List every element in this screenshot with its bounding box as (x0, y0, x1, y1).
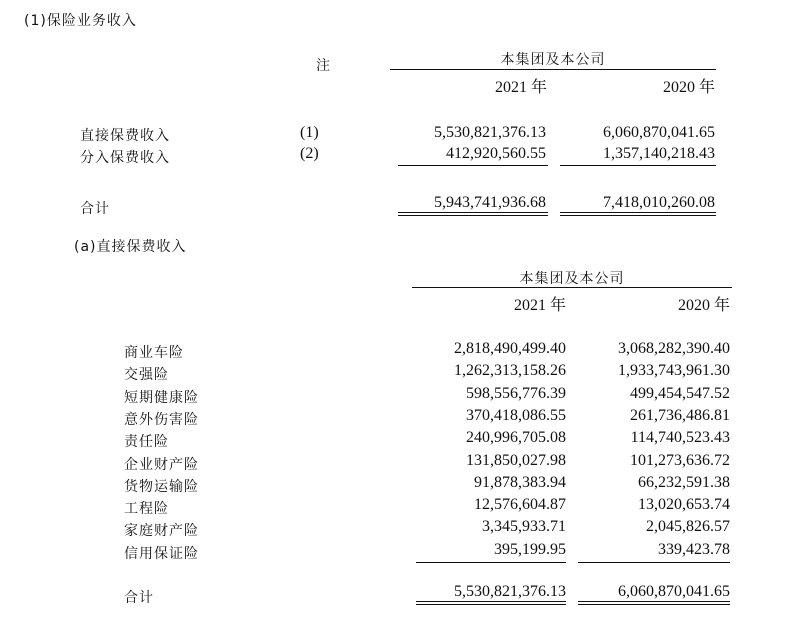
value-2020: 1,357,140,218.43 (603, 145, 715, 162)
value-2021: 370,418,086.55 (466, 407, 566, 424)
year-2021-header: 2021 年 (513, 297, 566, 314)
value-2020: 6,060,870,041.65 (603, 124, 715, 141)
subtotal-rule-2020 (578, 562, 730, 563)
value-2020: 3,068,282,390.40 (618, 340, 730, 357)
value-2020: 66,232,591.38 (638, 474, 730, 491)
value-2020: 1,933,743,961.30 (618, 362, 730, 379)
row-label: 信用保证险 (124, 546, 199, 562)
row-label: 货物运输险 (124, 479, 199, 495)
header-rule (390, 69, 716, 70)
row-label: 企业财产险 (124, 457, 199, 473)
subtotal-rule-2020 (560, 165, 716, 166)
row-note: (2) (300, 145, 319, 162)
row-label: 交强险 (124, 367, 169, 383)
value-2020: 339,423.78 (658, 541, 730, 558)
value-2020: 2,045,826.57 (646, 518, 730, 535)
value-2021: 131,850,027.98 (466, 452, 566, 469)
total-double-rule-2020 (578, 601, 730, 605)
value-2021: 412,920,560.55 (446, 145, 546, 162)
group-company-header: 本集团及本公司 (519, 271, 625, 287)
total-2020: 6,060,870,041.65 (618, 583, 730, 600)
value-2021: 12,576,604.87 (474, 496, 566, 513)
total-double-rule-2021 (416, 601, 566, 605)
year-2020-header: 2020 年 (677, 297, 730, 314)
total-2021: 5,530,821,376.13 (454, 583, 566, 600)
group-company-header: 本集团及本公司 (500, 52, 606, 68)
total-double-rule-2021 (398, 212, 548, 216)
row-label: 家庭财产险 (124, 523, 199, 539)
total-double-rule-2020 (560, 212, 716, 216)
row-label: 工程险 (124, 501, 169, 517)
row-label: 直接保费收入 (80, 128, 170, 144)
value-2021: 598,556,776.39 (466, 385, 566, 402)
total-label: 合计 (80, 201, 110, 217)
value-2020: 261,736,486.81 (630, 407, 730, 424)
subtotal-rule-2021 (416, 562, 566, 563)
total-2020: 7,418,010,260.08 (603, 194, 715, 211)
value-2021: 1,262,313,158.26 (454, 362, 566, 379)
row-label: 意外伤害险 (124, 412, 199, 428)
value-2021: 2,818,490,499.40 (454, 340, 566, 357)
value-2020: 114,740,523.43 (630, 429, 730, 446)
note-column-header: 注 (316, 58, 331, 74)
row-label: 责任险 (124, 434, 169, 450)
row-label: 分入保费收入 (80, 150, 170, 166)
value-2020: 101,273,636.72 (630, 452, 730, 469)
value-2021: 5,530,821,376.13 (434, 124, 546, 141)
header-rule (412, 287, 732, 288)
value-2021: 240,996,705.08 (466, 429, 566, 446)
value-2020: 499,454,547.52 (630, 385, 730, 402)
value-2021: 91,878,383.94 (474, 474, 566, 491)
total-label: 合计 (124, 590, 154, 606)
row-label: 商业车险 (124, 345, 184, 361)
value-2021: 395,199.95 (494, 541, 566, 558)
row-note: (1) (300, 124, 319, 141)
year-2021-header: 2021 年 (494, 79, 547, 96)
value-2021: 3,345,933.71 (482, 518, 566, 535)
row-label: 短期健康险 (124, 390, 199, 406)
year-2020-header: 2020 年 (662, 79, 715, 96)
subtotal-rule-2021 (398, 165, 548, 166)
value-2020: 13,020,653.74 (638, 496, 730, 513)
section2-title: (a)直接保费收入 (74, 239, 187, 255)
total-2021: 5,943,741,936.68 (434, 194, 546, 211)
section1-title: (1)保险业务收入 (24, 13, 137, 29)
